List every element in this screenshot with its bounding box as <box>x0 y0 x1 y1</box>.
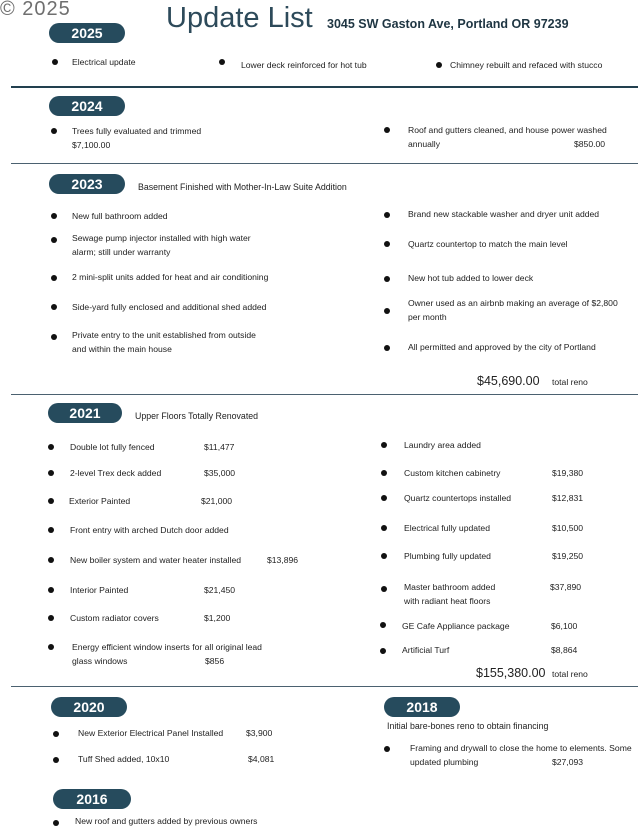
item-2023-l5: Private entry to the unit established from outside <box>72 330 256 340</box>
item-2021-l8: Energy efficient window inserts for all original lead <box>72 642 262 652</box>
item-2021-l2-price: $35,000 <box>204 468 236 478</box>
bullet <box>384 276 390 282</box>
bullet <box>48 557 54 563</box>
item-2021-l3-price: $21,000 <box>201 496 233 506</box>
bullet <box>384 241 390 247</box>
bullet <box>48 527 54 533</box>
item-2021-l8-price: $856 <box>205 656 225 666</box>
item-2023-r2: Quartz countertop to match the main level <box>408 239 568 249</box>
item-2021-r5-price: $19,250 <box>552 551 584 561</box>
bullet <box>381 495 387 501</box>
item-2016-1: New roof and gutters added by previous owners <box>75 816 258 826</box>
bullet <box>384 308 390 314</box>
item-2023-r4: Owner used as an airbnb making an average of $2,800 <box>408 298 618 308</box>
bullet <box>384 746 390 752</box>
item-2023-r3: New hot tub added to lower deck <box>408 273 534 283</box>
item-2021-r8: Artificial Turf <box>402 645 450 655</box>
item-2020-1: New Exterior Electrical Panel Installed <box>78 728 224 738</box>
bullet <box>380 648 386 654</box>
bullet <box>53 757 59 763</box>
section-divider <box>11 394 638 395</box>
bullet <box>48 644 54 650</box>
bullet <box>381 586 387 592</box>
bullet <box>384 212 390 218</box>
item-2024-1-price: $7,100.00 <box>72 140 111 150</box>
year-badge-2018: 2018 <box>384 697 460 717</box>
item-2021-l5: New boiler system and water heater installed <box>70 555 242 565</box>
bullet <box>51 334 57 340</box>
bullet <box>48 444 54 450</box>
item-2021-r8-price: $8,864 <box>551 645 578 655</box>
bullet <box>380 622 386 628</box>
item-2021-l6-price: $21,450 <box>204 585 236 595</box>
item-2021-l5-price: $13,896 <box>267 555 299 565</box>
item-2021-l1: Double lot fully fenced <box>70 442 155 452</box>
section-divider <box>11 86 638 88</box>
item-2024-1: Trees fully evaluated and trimmed <box>72 126 202 136</box>
total-2021: $155,380.00 <box>476 666 546 680</box>
item-2023-l4: Side-yard fully enclosed and additional shed added <box>72 302 267 312</box>
bullet <box>52 59 58 65</box>
item-2021-l2: 2-level Trex deck added <box>70 468 162 478</box>
section-subtitle-2023: Basement Finished with Mother-In-Law Suite Addition <box>138 182 347 192</box>
item-2021-r6-price: $37,890 <box>550 582 582 592</box>
section-divider <box>11 163 638 164</box>
item-2021-l7: Custom radiator covers <box>70 613 159 623</box>
item-2018-1-line2: updated plumbing <box>410 757 479 767</box>
bullet <box>381 553 387 559</box>
bullet <box>48 470 54 476</box>
item-2023-l1: New full bathroom added <box>72 211 168 221</box>
item-2021-r4-price: $10,500 <box>552 523 584 533</box>
year-badge-2023: 2023 <box>49 174 125 194</box>
item-2023-r1: Brand new stackable washer and dryer unit added <box>408 209 600 219</box>
bullet <box>381 525 387 531</box>
item-2024-2-line2: annually <box>408 139 441 149</box>
item-2021-r6-line2: with radiant heat floors <box>404 596 491 606</box>
item-2021-l1-price: $11,477 <box>204 442 235 452</box>
item-2021-r2-price: $19,380 <box>552 468 584 478</box>
item-2023-r5: All permitted and approved by the city of Portland <box>408 342 596 352</box>
item-2025-2: Lower deck reinforced for hot tub <box>241 60 367 70</box>
item-2021-r7: GE Cafe Appliance package <box>402 621 510 631</box>
item-2021-r4: Electrical fully updated <box>404 523 490 533</box>
year-badge-2021: 2021 <box>48 403 122 423</box>
item-2021-l3: Exterior Painted <box>69 496 131 506</box>
item-2020-1-price: $3,900 <box>246 728 273 738</box>
item-2023-l2: Sewage pump injector installed with high water <box>72 233 251 243</box>
total-label-2023: total reno <box>552 377 588 387</box>
item-2023-l2-line2: alarm; still under warranty <box>72 247 171 257</box>
bullet <box>381 442 387 448</box>
total-2023: $45,690.00 <box>477 374 540 388</box>
item-2021-r2: Custom kitchen cabinetry <box>404 468 501 478</box>
item-2021-r3-price: $12,831 <box>552 493 584 503</box>
item-2021-r7-price: $6,100 <box>551 621 578 631</box>
bullet <box>384 127 390 133</box>
section-divider <box>11 686 638 687</box>
bullet <box>51 237 57 243</box>
bullet <box>48 498 54 504</box>
item-2021-r1: Laundry area added <box>404 440 481 450</box>
item-2018-1: Framing and drywall to close the home to elements. Some <box>410 743 632 753</box>
item-2023-r4-line2: per month <box>408 312 447 322</box>
bullet <box>219 59 225 65</box>
bullet <box>51 213 57 219</box>
bullet <box>384 345 390 351</box>
item-2024-2-price: $850.00 <box>574 139 606 149</box>
item-2021-l6: Interior Painted <box>70 585 129 595</box>
section-subtitle-2021: Upper Floors Totally Renovated <box>135 411 259 421</box>
bullet <box>48 615 54 621</box>
bullet <box>51 304 57 310</box>
property-address: 3045 SW Gaston Ave, Portland OR 97239 <box>327 17 569 31</box>
item-2021-r3: Quartz countertops installed <box>404 493 512 503</box>
item-2025-3: Chimney rebuilt and refaced with stucco <box>450 60 603 70</box>
year-badge-2016: 2016 <box>53 789 131 809</box>
item-2021-l7-price: $1,200 <box>204 613 231 623</box>
item-2023-l3: 2 mini-split units added for heat and air conditioning <box>72 272 269 282</box>
bullet <box>53 731 59 737</box>
bullet <box>53 820 59 826</box>
year-badge-2024: 2024 <box>49 96 125 116</box>
item-2018-1-price: $27,093 <box>552 757 584 767</box>
item-2023-l5-line2: and within the main house <box>72 344 172 354</box>
section-subtitle-2018: Initial bare-bones reno to obtain financing <box>387 721 549 731</box>
bullet <box>51 128 57 134</box>
item-2021-l4: Front entry with arched Dutch door added <box>70 525 229 535</box>
year-badge-2025: 2025 <box>49 23 125 43</box>
bullet <box>48 587 54 593</box>
copyright-watermark: © 2025 <box>0 0 71 20</box>
total-label-2021: total reno <box>552 669 588 679</box>
item-2021-l8-line2: glass windows <box>72 656 128 666</box>
item-2021-r5: Plumbing fully updated <box>404 551 491 561</box>
item-2020-2: Tuff Shed added, 10x10 <box>78 754 170 764</box>
bullet <box>436 62 442 68</box>
page-title: Update List <box>166 2 313 34</box>
item-2021-r6: Master bathroom added <box>404 582 496 592</box>
item-2020-2-price: $4,081 <box>248 754 275 764</box>
bullet <box>381 470 387 476</box>
bullet <box>51 275 57 281</box>
item-2025-1: Electrical update <box>72 57 136 67</box>
item-2024-2: Roof and gutters cleaned, and house power washed <box>408 125 607 135</box>
year-badge-2020: 2020 <box>51 697 127 717</box>
